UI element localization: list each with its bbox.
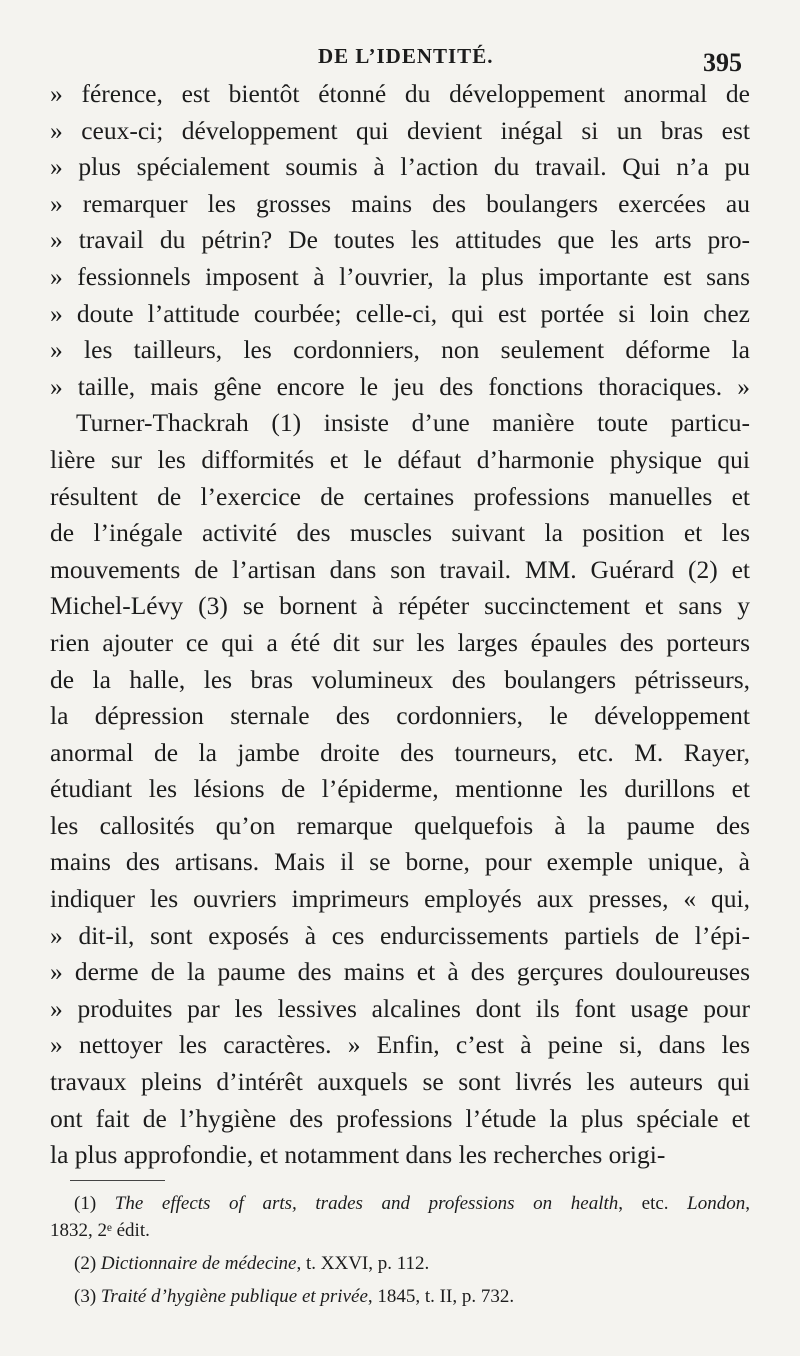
footnote-1-continued: 1832, 2ᵉ édit. (50, 1220, 150, 1241)
text-line: les callosités qu’on remarque quelquefois à la paume des (50, 810, 750, 840)
text-line: » travail du pétrin? De toutes les attitudes que les arts pro- (50, 225, 750, 255)
running-title: DE L’IDENTITÉ. (318, 44, 494, 68)
text-line: » doute l’attitude courbée; celle-ci, qui est portée si loin chez (50, 298, 750, 328)
text-line: la plus approfondie, et notamment dans les recherches origi- (50, 1140, 666, 1170)
text-line: travaux pleins d’intérêt auxquels se sont livrés les auteurs qui (50, 1067, 750, 1097)
footnote-3 (50, 1283, 750, 1310)
footnote-title: Traité d’hygiène publique et privée (100, 1286, 368, 1307)
text-line: de la halle, les bras volumineux des boulangers pétrisseurs, (50, 664, 750, 694)
text-line: » taille, mais gêne encore le jeu des fonctions thoraciques. » (50, 371, 750, 401)
text-line: » ceux-ci; développement qui devient inégal si un bras est (50, 115, 750, 145)
footnote-1 (50, 1190, 750, 1217)
text-line: indiquer les ouvriers imprimeurs employés aux presses, « qui, (50, 884, 750, 914)
page-number: 395 (703, 48, 742, 77)
text-line: résultent de l’exercice de certaines professions manuelles et (50, 481, 750, 511)
footnote-title: Dictionnaire de médecine (100, 1253, 297, 1274)
text-line: » nettoyer les caractères. » Enfin, c’est à peine si, dans les (50, 1030, 750, 1060)
footnote-marker: (3) (74, 1286, 97, 1307)
footnote-marker: (2) (74, 1253, 97, 1274)
text-line: Turner-Thackrah (1) insiste d’une manière toute particu- (76, 408, 750, 438)
text-line: mains des artisans. Mais il se borne, pour exemple unique, à (50, 847, 750, 877)
text-line: » les tailleurs, les cordonniers, non seulement déforme la (50, 335, 750, 365)
footnote-text: , 1845, t. II, p. 732. (367, 1286, 515, 1307)
text-line: la dépression sternale des cordonniers, le développement (50, 701, 750, 731)
text-line: » plus spécialement soumis à l’action du travail. Qui n’a pu (50, 152, 750, 182)
text-line: mouvements de l’artisan dans son travail. MM. Guérard (2) et (50, 554, 750, 584)
text-line: rien ajouter ce qui a été dit sur les larges épaules des porteurs (50, 627, 750, 657)
footnote-text: , (745, 1193, 750, 1214)
footnote-2 (50, 1250, 750, 1277)
text-line: de l’inégale activité des muscles suivant la position et les (50, 518, 750, 548)
text-line: » remarquer les grosses mains des boulangers exercées au (50, 188, 750, 218)
text-line: lière sur les difformités et le défaut d’harmonie physique qui (50, 444, 750, 474)
footnote-title: The effects of arts, trades and professions on health (114, 1193, 619, 1214)
footnote-marker: (1) (74, 1193, 97, 1214)
text-line: » derme de la paume des mains et à des gerçures douloureuses (50, 957, 750, 987)
text-line: ont fait de l’hygiène des professions l’étude la plus spéciale et (50, 1103, 750, 1133)
footnote-text: , t. XXVI, p. 112. (296, 1253, 430, 1274)
footnote-place: London (687, 1193, 746, 1214)
footnote-rule (70, 1180, 165, 1181)
text-line: » produites par les lessives alcalines dont ils font usage pour (50, 993, 750, 1023)
footnotes (50, 1190, 750, 1310)
page-header (0, 44, 800, 77)
text-line: » dit-il, sont exposés à ces endurcissements partiels de l’épi- (50, 920, 750, 950)
text-line: étudiant les lésions de l’épiderme, mentionne les durillons et (50, 774, 750, 804)
body-text (50, 76, 750, 1174)
text-line: Michel-Lévy (3) se bornent à répéter succinctement et sans y (50, 591, 750, 621)
text-line: » férence, est bientôt étonné du développement anormal de (50, 79, 750, 108)
text-line: anormal de la jambe droite des tourneurs, etc. M. Rayer, (50, 737, 750, 767)
footnote-text: , etc. (618, 1193, 669, 1214)
text-line: » fessionnels imposent à l’ouvrier, la plus importante est sans (50, 261, 750, 291)
